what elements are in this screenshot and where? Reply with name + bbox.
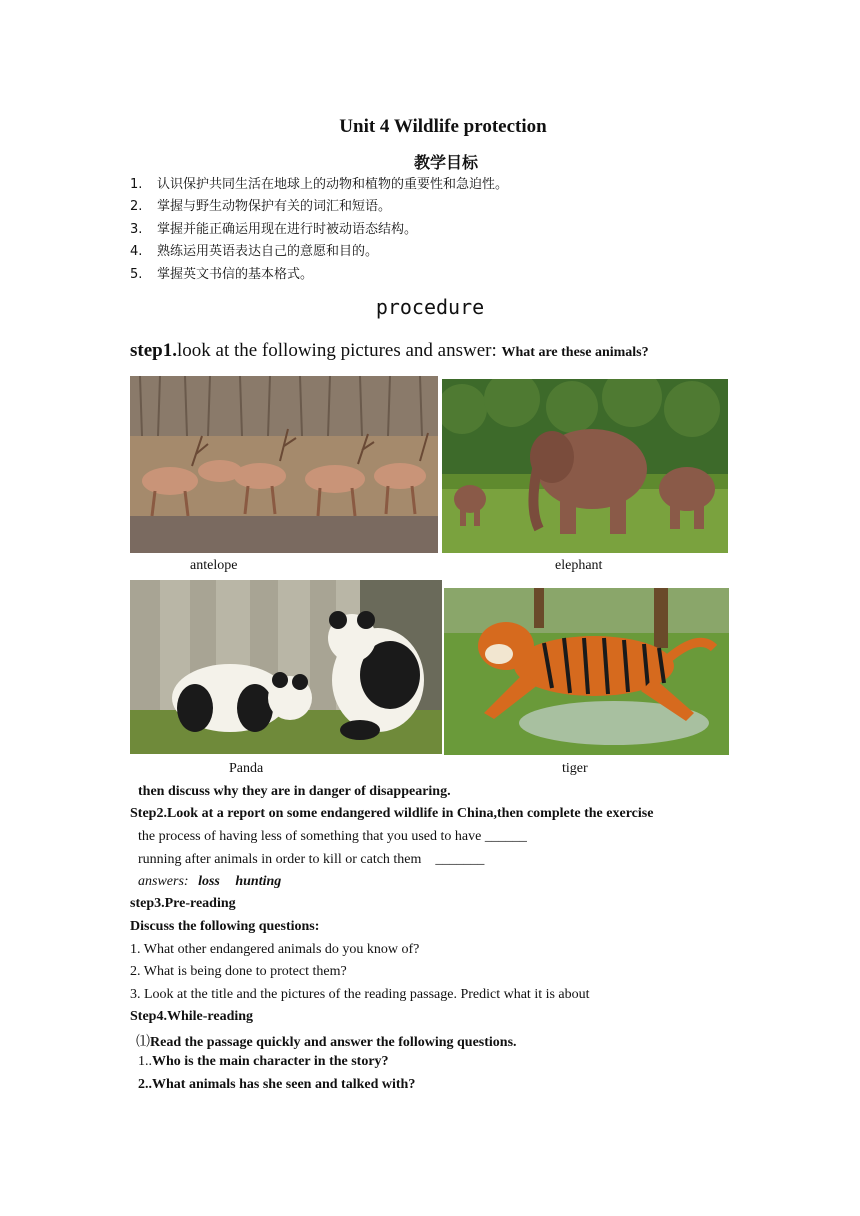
goal-item: 3. 掌握并能正确运用现在进行时被动语态结构。 (130, 221, 418, 237)
goal-item: 2. 掌握与野生动物保护有关的词汇和短语。 (130, 199, 392, 215)
step3-question-3: 3. Look at the title and the pictures of the reading passage. Predict what it is about (130, 987, 590, 1002)
caption-panda: Panda (229, 761, 264, 776)
antelope-photo (130, 376, 438, 553)
step1-label: step1. (130, 340, 177, 361)
step1-question: What are these animals? (501, 345, 649, 360)
procedure-heading: procedure (375, 295, 485, 319)
step3-question-2: 2. What is being done to protect them? (130, 964, 347, 979)
step4-question-1 (138, 1054, 389, 1070)
caption-elephant: elephant (555, 558, 603, 573)
step1-line (130, 340, 649, 362)
step4-instruction-line (136, 1031, 517, 1051)
step2-definition-2: running after animals in order to kill or catch them _______ (138, 852, 485, 867)
step4-instruction: Read the passage quickly and answer the following questions. (150, 1035, 517, 1050)
discuss-line: then discuss why they are in danger of disappearing. (138, 784, 451, 799)
answers-label: answers: (138, 874, 189, 889)
step4-question-2: 2..What animals has she seen and talked with? (138, 1077, 416, 1092)
step1-text: look at the following pictures and answer: (176, 340, 502, 361)
goal-item: 5. 掌握英文书信的基本格式。 (130, 266, 314, 282)
step4-heading: Step4.While-reading (130, 1009, 254, 1024)
goal-item: 4. 熟练运用英语表达自己的意愿和目的。 (130, 244, 379, 260)
step4-question-1-number: 1.. (138, 1054, 152, 1069)
page-title: Unit 4 Wildlife protection (339, 116, 547, 137)
panda-photo (130, 580, 442, 754)
teaching-goals-list (130, 174, 770, 286)
step2-answers (138, 874, 281, 890)
step3-subheading: Discuss the following questions: (130, 919, 320, 934)
teaching-goals-heading: 教学目标 (413, 153, 478, 172)
answer-hunting: hunting (235, 874, 282, 889)
step2-definition-1: the process of having less of something that you used to have ______ (138, 829, 527, 844)
answer-loss: loss (198, 874, 220, 889)
elephant-photo (442, 379, 728, 553)
step4-question-1-text: Who is the main character in the story? (152, 1054, 389, 1069)
caption-tiger: tiger (562, 761, 588, 776)
step3-heading: step3.Pre-reading (130, 896, 236, 911)
step3-question-1: 1. What other endangered animals do you know of? (130, 942, 420, 957)
goal-item: 1. 认识保护共同生活在地球上的动物和植物的重要性和急迫性。 (130, 177, 509, 192)
tiger-photo (444, 588, 729, 755)
step4-marker: ⑴ (136, 1035, 150, 1050)
step2-heading: Step2.Look at a report on some endangered wildlife in China,then complete the exercise (130, 806, 654, 821)
caption-antelope: antelope (190, 558, 238, 573)
